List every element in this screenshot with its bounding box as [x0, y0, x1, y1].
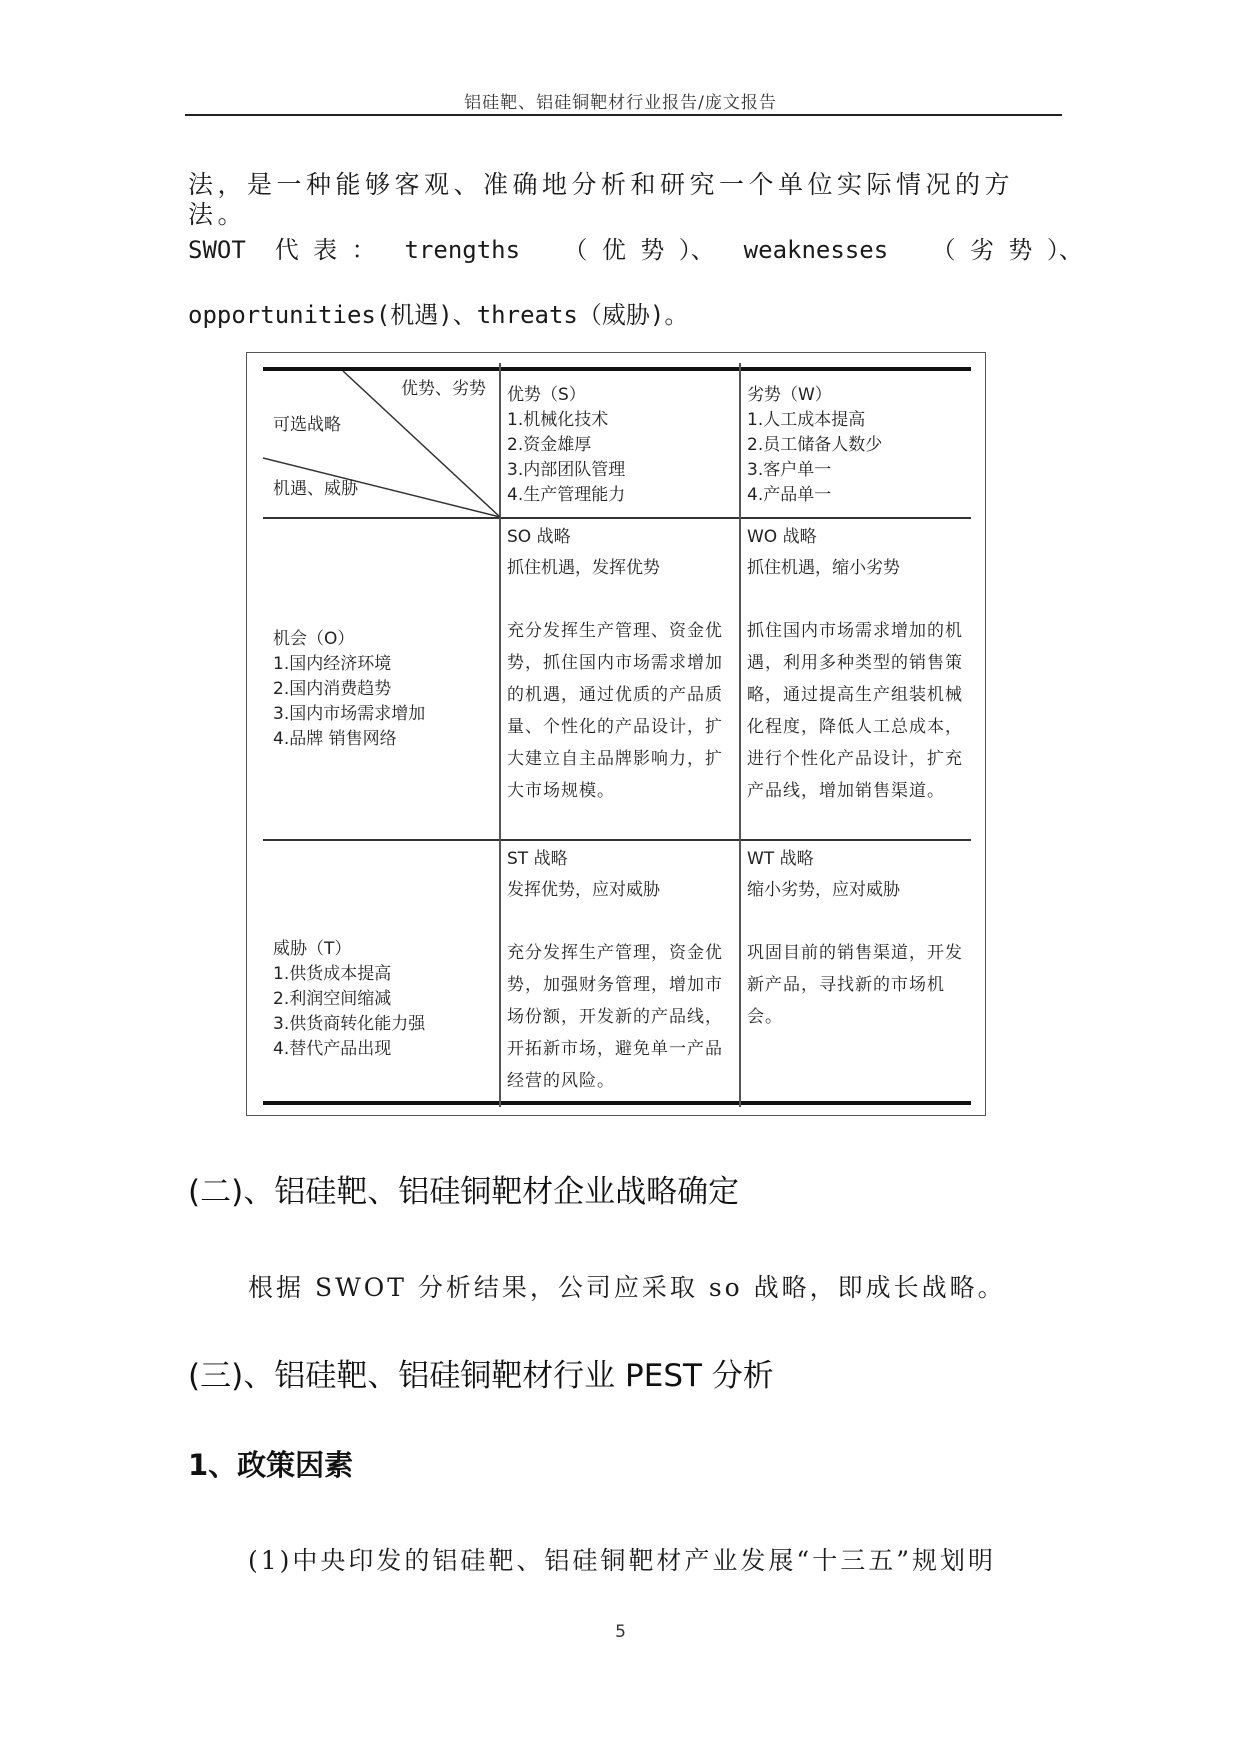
table-row-rule [263, 839, 971, 841]
wo-strategy-cell [747, 525, 969, 807]
threats-item: 2.利润空间缩减 [273, 989, 392, 1009]
st-strategy-cell [507, 847, 733, 1097]
st-title: ST 战略 [507, 849, 568, 869]
opportunities-item: 4.品牌 销售网络 [273, 729, 397, 749]
opportunities-cell [273, 627, 425, 752]
wt-title: WT 战略 [747, 849, 814, 869]
table-bottom-rule [263, 1101, 971, 1105]
corner-label-top: 优势、劣势 [401, 379, 486, 399]
threats-title: 威胁（T） [273, 939, 352, 959]
opportunities-item: 1.国内经济环境 [273, 654, 392, 674]
strengths-item: 3.内部团队管理 [507, 460, 626, 480]
weaknesses-item: 2.员工储备人数少 [747, 435, 883, 455]
body-text-line: opportunities(机遇)、threats（威胁)。 [188, 301, 689, 329]
running-header: 铝硅靶、铝硅铜靶材行业报告/庞文报告 [464, 93, 777, 113]
weaknesses-item: 3.客户单一 [747, 460, 832, 480]
strengths-cell [507, 383, 625, 508]
page-number: 5 [615, 1622, 626, 1642]
body-text-line: SWOT 代 表 ： trengths （ 优 势 ）、 weaknesses （ 劣 势 ）、 [188, 236, 1083, 264]
header-divider [185, 114, 1062, 116]
threats-item: 4.替代产品出现 [273, 1039, 392, 1059]
weaknesses-item: 4.产品单一 [747, 485, 832, 505]
opportunities-item: 3.国内市场需求增加 [273, 704, 426, 724]
section-heading: (三)、铝硅靶、铝硅铜靶材行业 PEST 分析 [188, 1358, 774, 1394]
body-text-line: 法，是一种能够客观、准确地分析和研究一个单位实际情况的方法。 [188, 170, 1015, 229]
strengths-item: 4.生产管理能力 [507, 485, 626, 505]
st-subtitle: 发挥优势，应对威胁 [507, 880, 660, 900]
weaknesses-item: 1.人工成本提高 [747, 410, 866, 430]
strengths-title: 优势（S） [507, 385, 586, 405]
corner-label-bottom: 机遇、威胁 [273, 479, 358, 499]
strengths-item: 1.机械化技术 [507, 410, 609, 430]
threats-item: 1.供货成本提高 [273, 964, 392, 984]
weaknesses-cell [747, 383, 882, 508]
strengths-item: 2.资金雄厚 [507, 435, 592, 455]
opportunities-item: 2.国内消费趋势 [273, 679, 392, 699]
wo-text: 抓住国内市场需求增加的机遇，利用多种类型的销售策略，通过提高生产组装机械化程度，降低人工总成本，进行个性化产品设计，扩充产品线，增加销售渠道。 [747, 621, 963, 801]
threats-item: 3.供货商转化能力强 [273, 1014, 426, 1034]
so-strategy-cell [507, 525, 733, 807]
wt-text: 巩固目前的销售渠道，开发新产品，寻找新的市场机会。 [747, 943, 963, 1027]
threats-cell [273, 937, 425, 1062]
opportunities-title: 机会（O） [273, 629, 355, 649]
so-text: 充分发挥生产管理、资金优势，抓住国内市场需求增加的机遇，通过优质的产品质量、个性化的产品设计，扩大建立自主品牌影响力，扩大市场规模。 [507, 621, 723, 801]
body-paragraph: 根据 SWOT 分析结果，公司应采取 so 战略，即成长战略。 [248, 1273, 1006, 1302]
swot-matrix-figure [246, 352, 986, 1116]
so-title: SO 战略 [507, 527, 571, 547]
wo-subtitle: 抓住机遇，缩小劣势 [747, 558, 900, 578]
wt-strategy-cell [747, 847, 969, 1033]
body-paragraph: (1)中央印发的铝硅靶、铝硅铜靶材产业发展“十三五”规划明 [248, 1546, 996, 1575]
corner-label-middle: 可选战略 [273, 415, 341, 435]
subsection-heading: 1、政策因素 [188, 1448, 354, 1482]
wt-subtitle: 缩小劣势，应对威胁 [747, 880, 900, 900]
so-subtitle: 抓住机遇，发挥优势 [507, 558, 660, 578]
section-heading: (二)、铝硅靶、铝硅铜靶材企业战略确定 [188, 1174, 740, 1210]
wo-title: WO 战略 [747, 527, 817, 547]
table-column-rule [739, 363, 741, 1107]
weaknesses-title: 劣势（W） [747, 385, 832, 405]
st-text: 充分发挥生产管理，资金优势，加强财务管理，增加市场份额，开发新的产品线，开拓新市场，避免单一产品经营的风险。 [507, 943, 723, 1091]
